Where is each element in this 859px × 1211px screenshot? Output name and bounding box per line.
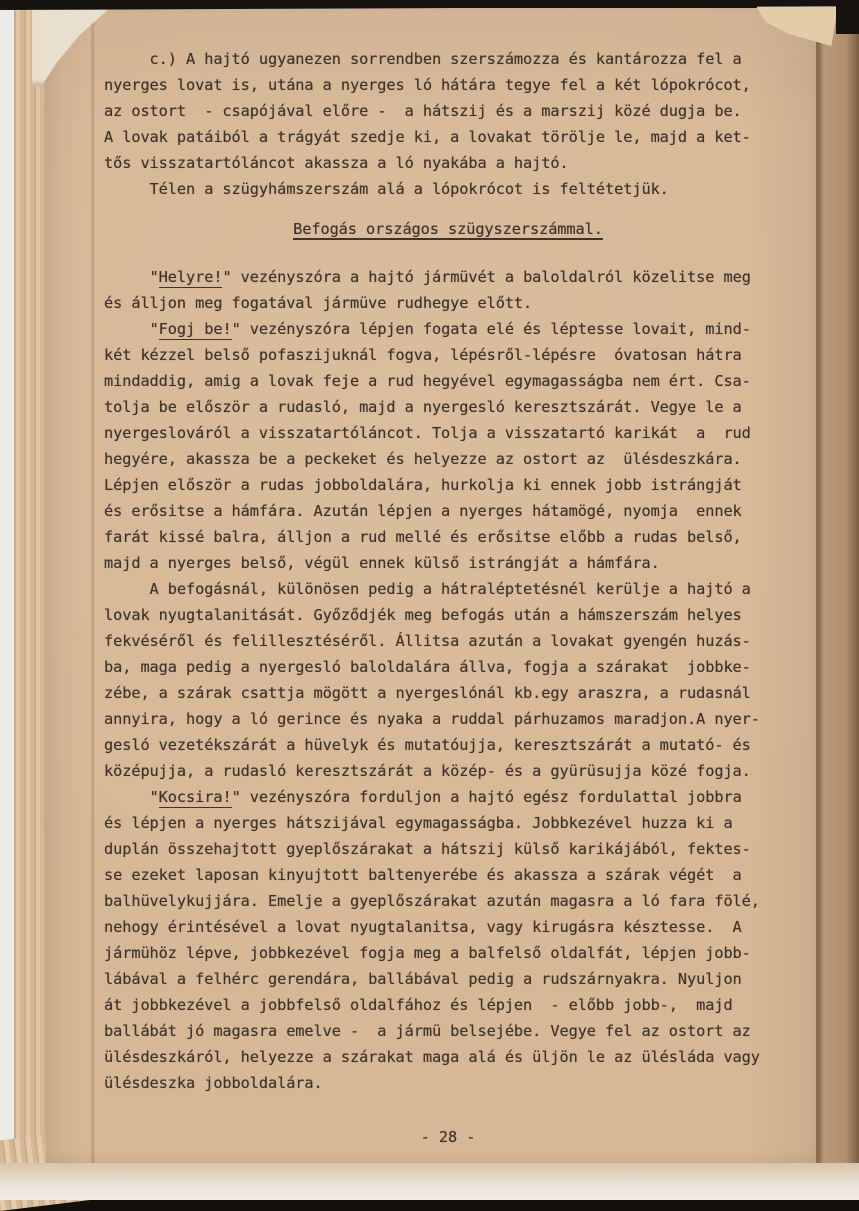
text-line: nehogy érintésével a lovat nyugtalanitsa, vagy kirugásra késztesse. A bbox=[104, 918, 742, 936]
text-line: két kézzel belső pofaszijuknál fogva, lépésről-lépésre óvatosan hátra bbox=[104, 346, 742, 364]
underlined-command-word: Helyre! bbox=[158, 268, 223, 286]
text-line: jármühöz lépve, jobbkezével fogja meg a balfelső oldalfát, lépjen jobb- bbox=[104, 944, 751, 962]
text-line: Télen a szügyhámszerszám alá a lópokrócot is feltétetjük. bbox=[104, 180, 669, 198]
text-line: A lovak patáiból a trágyát szedje ki, a lovakat törölje le, majd a ket- bbox=[104, 128, 751, 146]
text-line: és álljon meg fogatával jármüve rudhegye előtt. bbox=[104, 294, 533, 312]
underlined-command-word: Kocsira! bbox=[158, 788, 232, 806]
text-line: gesló vezetékszárát a hüvelyk és mutatóujja, keresztszárát a mutató- és bbox=[104, 736, 751, 754]
scanner-background-top-right bbox=[836, 0, 859, 34]
text-line: Lépjen először a rudas jobboldalára, hurkolja ki ennek jobb istrángját bbox=[104, 476, 742, 494]
text-line: "Helyre!" vezényszóra a hajtó jármüvét a baloldalról közelitse meg bbox=[104, 268, 751, 286]
text-line: "Kocsira!" vezényszóra forduljon a hajtó egész fordulattal jobbra bbox=[104, 788, 742, 806]
text-line: középujja, a rudasló keresztszárát a közép- és a gyürüsujja közé fogja. bbox=[104, 762, 751, 780]
text-line: "Fogj be!" vezényszóra lépjen fogata elé és léptesse lovait, mind- bbox=[104, 320, 751, 338]
text-line: hegyére, akassza be a peckeket és helyezze az ostort az ülésdeszkára. bbox=[104, 450, 742, 468]
text-line: és lépjen a nyerges hátszijával egymagasságba. Jobbkezével huzza ki a bbox=[104, 814, 733, 832]
text-line: A befogásnál, különösen pedig a hátraléptetésnél kerülje a hajtó a bbox=[104, 580, 751, 598]
text-body bbox=[46, 8, 820, 1150]
section-heading: Befogás országos szügyszerszámmal. bbox=[293, 220, 603, 238]
paragraph bbox=[104, 784, 792, 1096]
text-line: lovak nyugtalanitását. Győződjék meg befogás után a hámszerszám helyes bbox=[104, 606, 742, 624]
paragraph bbox=[104, 46, 792, 202]
text-line: és erősitse a hámfára. Azután lépjen a nyerges hátamögé, nyomja ennek bbox=[104, 502, 742, 520]
underlined-command-word: Fogj be! bbox=[158, 320, 232, 338]
text-line: zébe, a szárak csattja mögött a nyergeslónál kb.egy araszra, a rudasnál bbox=[104, 684, 751, 702]
scanner-background-bottom bbox=[0, 1163, 859, 1200]
text-line: fekvéséről és felillesztéséről. Állitsa azután a lovakat gyengén huzás- bbox=[104, 632, 751, 650]
text-line: lábával a felhérc gerendára, ballábával pedig a rudszárnyakra. Nyuljon bbox=[104, 970, 742, 988]
paragraph bbox=[104, 576, 792, 784]
text-line: nyerges lovat is, utána a nyerges ló hátára tegye fel a két lópokrócot, bbox=[104, 76, 751, 94]
text-line: se ezeket laposan kinyujtott baltenyerébe és akassza a szárak végét a bbox=[104, 866, 742, 884]
text-line: c.) A hajtó ugyanezen sorrendben szerszámozza és kantározza fel a bbox=[104, 50, 742, 68]
right-cover-edge bbox=[816, 0, 859, 1200]
paragraph bbox=[104, 264, 792, 316]
text-line: át jobbkezével a jobbfelső oldalfához és lépjen - előbb jobb-, majd bbox=[104, 996, 733, 1014]
text-line: ballábát jó magasra emelve - a jármü belsejébe. Vegye fel az ostort az bbox=[104, 1022, 751, 1040]
paper-page bbox=[46, 8, 820, 1168]
text-line: annyira, hogy a ló gerince és nyaka a ruddal párhuzamos maradjon.A nyer- bbox=[104, 710, 760, 728]
text-line: nyergeslováról a visszatartóláncot. Tolja a visszatartó karikát a rud bbox=[104, 424, 751, 442]
paragraph bbox=[104, 316, 792, 576]
text-line: az ostort - csapójával előre - a hátszij és a marszij közé dugja be. bbox=[104, 102, 742, 120]
text-line: majd a nyerges belső, végül ennek külső istrángját a hámfára. bbox=[104, 554, 660, 572]
page-number: - 28 - bbox=[420, 1128, 476, 1146]
text-line: tős visszatartóláncot akassza a ló nyakába a hajtó. bbox=[104, 154, 569, 172]
text-line: tolja be először a rudasló, majd a nyergesló keresztszárát. Vegye le a bbox=[104, 398, 742, 416]
text-line: ba, maga pedig a nyergesló baloldalára állva, fogja a szárakat jobbke- bbox=[104, 658, 751, 676]
text-line: ülésdeszka jobboldalára. bbox=[104, 1074, 323, 1092]
text-line: mindaddig, amig a lovak feje a rud hegyével egymagasságba nem ért. Csa- bbox=[104, 372, 751, 390]
text-line: ülésdeszkáról, helyezze a szárakat maga alá és üljön le az ülésláda vagy bbox=[104, 1048, 760, 1066]
text-line: balhüvelykujjára. Emelje a gyeplőszárakat azután magasra a ló fara fölé, bbox=[104, 892, 760, 910]
text-line: duplán összehajtott gyeplőszárakat a hátszij külső karikájából, fektes- bbox=[104, 840, 751, 858]
text-line: farát kissé balra, álljon a rud mellé és erősitse előbb a rudas belső, bbox=[104, 528, 742, 546]
